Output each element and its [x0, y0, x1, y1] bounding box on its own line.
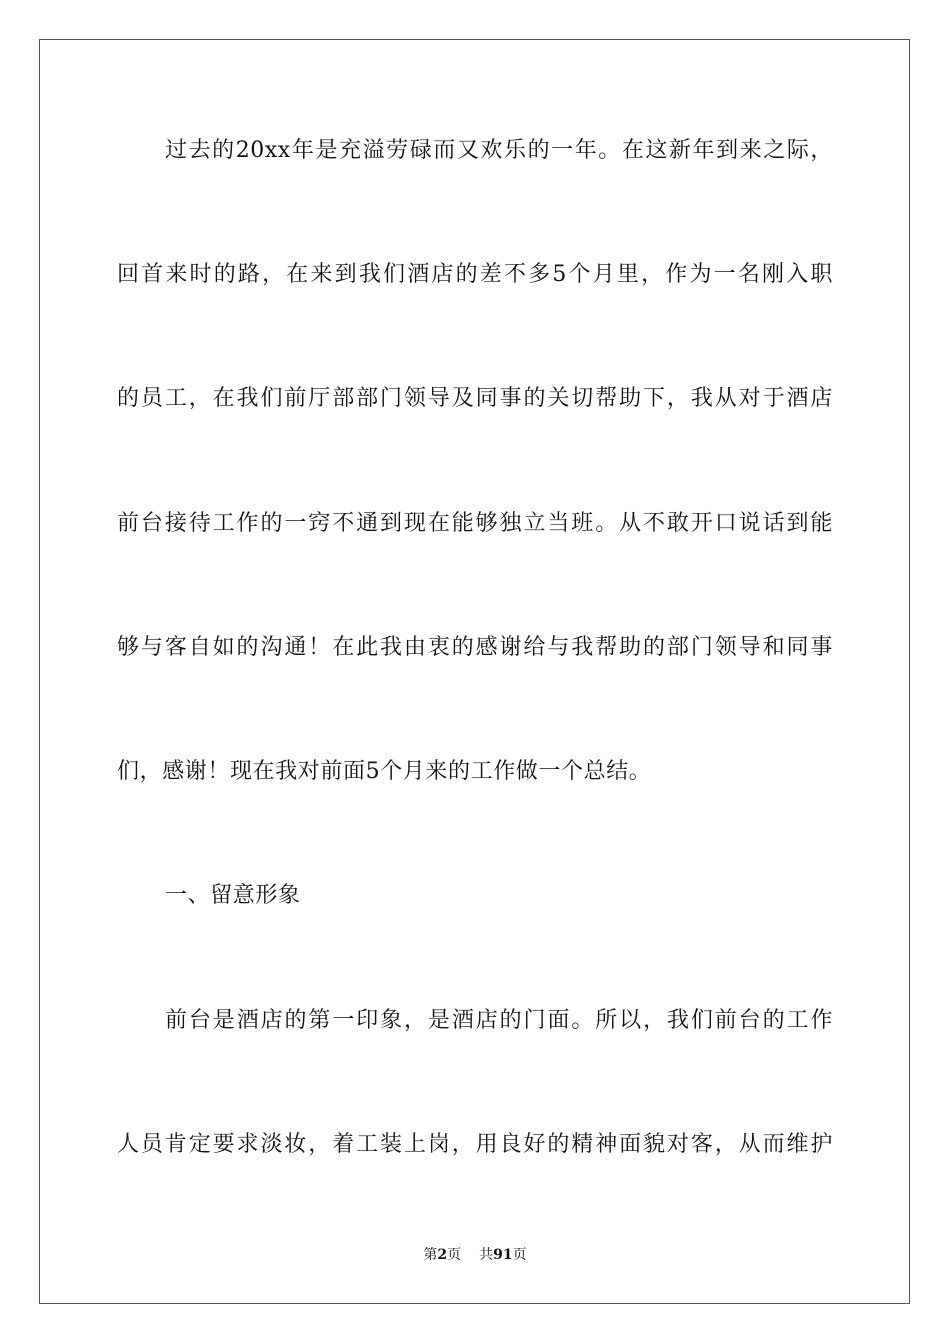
total-pages: 91: [493, 1247, 513, 1263]
paragraph-1-line-5: 够与客自如的沟通！在此我由衷的感谢给与我帮助的部门领导和同事: [117, 635, 833, 660]
paragraph-1-line-4: 前台接待工作的一窍不通到现在能够独立当班。从不敢开口说话到能: [117, 511, 833, 536]
paragraph-1-line-2: 回首来时的路，在来到我们酒店的差不多5个月里，作为一名刚入职: [117, 262, 833, 287]
paragraph-2-line-2: 人员肯定要求淡妆，着工装上岗，用良好的精神面貌对客，从而维护: [117, 1132, 833, 1157]
section-heading: 一、留意形象: [165, 883, 301, 908]
page-suffix: 页: [447, 1247, 462, 1263]
paragraph-1-line-6: 们，感谢！现在我对前面5个月来的工作做一个总结。: [117, 759, 652, 784]
page-number: 2: [437, 1247, 448, 1263]
paragraph-1-line-3: 的员工，在我们前厅部部门领导及同事的关切帮助下，我从对于酒店: [117, 386, 833, 411]
total-suffix: 页: [512, 1247, 527, 1263]
paragraph-2-line-1: 前台是酒店的第一印象，是酒店的门面。所以，我们前台的工作: [165, 1008, 833, 1033]
paragraph-1-line-1: 过去的20xx年是充溢劳碌而又欢乐的一年。在这新年到来之际，: [165, 138, 833, 163]
total-prefix: 共: [479, 1247, 494, 1263]
page-border: [39, 39, 910, 1304]
page-prefix: 第: [423, 1247, 438, 1263]
page-footer: [0, 1246, 950, 1264]
